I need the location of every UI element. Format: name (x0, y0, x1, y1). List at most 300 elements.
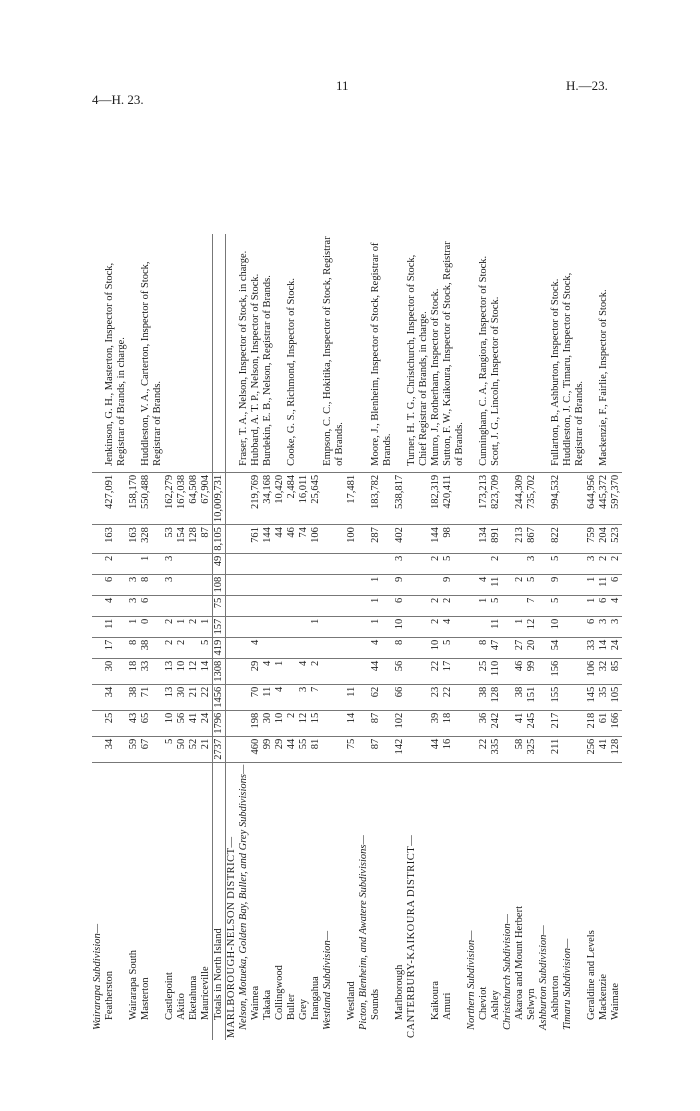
table-row (466, 234, 478, 1040)
count-cell (128, 553, 140, 574)
count-cell (92, 616, 104, 637)
officer-cell: Burdekin, E. B., Nelson, Registrar of Brands. (262, 234, 274, 473)
count-cell (298, 553, 310, 574)
count-cell (238, 658, 250, 684)
count-cell: 10 (274, 710, 286, 736)
count-cell (286, 684, 298, 710)
count-cell: 11 (490, 574, 502, 595)
count-cell: 5 (526, 574, 538, 595)
count-cell: 75 (213, 595, 226, 616)
count-cell: 256 (586, 736, 598, 762)
count-cell: 12 (298, 710, 310, 736)
count-cell (358, 574, 370, 595)
count-cell: 10 (176, 658, 188, 684)
count-cell: 1 (514, 616, 526, 637)
row-label: Grey (298, 999, 309, 1020)
count-cell (562, 595, 586, 616)
count-cell: 3 (598, 616, 610, 637)
sheep-total-cell: 823,709 (490, 472, 502, 524)
count-cell (274, 616, 286, 637)
count-cell: 25 (478, 658, 490, 684)
sheep-total-cell (226, 472, 239, 524)
count-cell (322, 595, 346, 616)
count-cell: 867 (526, 525, 538, 554)
count-cell: 1 (370, 574, 394, 595)
count-cell (310, 574, 322, 595)
sheep-total-cell: 182,319 (430, 472, 442, 524)
count-cell (226, 574, 239, 595)
count-cell (238, 710, 250, 736)
row-label: Akaroa and Mount Herbert (514, 905, 525, 1020)
count-cell (562, 553, 586, 574)
count-cell: 1 (370, 616, 394, 637)
count-cell: 18 (442, 710, 466, 736)
count-cell (310, 637, 322, 658)
row-label: Ashley (490, 990, 501, 1020)
count-cell (406, 710, 430, 736)
count-cell (226, 684, 239, 710)
count-cell: 134 (478, 525, 490, 554)
count-cell: 242 (490, 710, 502, 736)
count-cell (188, 574, 200, 595)
count-cell: 1 (310, 616, 322, 637)
count-cell (466, 710, 478, 736)
row-label: Featherston (104, 971, 115, 1020)
table-row (238, 234, 250, 1040)
count-cell: 44 (274, 525, 286, 554)
count-cell: 32 (598, 658, 610, 684)
count-cell: 56 (394, 658, 406, 684)
count-cell: 6 (586, 616, 598, 637)
officer-cell (514, 234, 526, 473)
count-cell: 27 (514, 637, 526, 658)
count-cell (226, 595, 239, 616)
count-cell (502, 637, 514, 658)
row-label: Sounds (370, 989, 381, 1020)
count-cell: 106 (310, 525, 322, 554)
count-cell (322, 658, 346, 684)
officer-cell: Hubbard, A. T. P., Nelson, Inspector of Stock. (250, 234, 262, 473)
count-cell (466, 637, 478, 658)
count-cell: 34 (104, 736, 128, 762)
count-cell: 16 (442, 736, 466, 762)
count-cell: 2 (430, 616, 442, 637)
count-cell: 22 (200, 684, 213, 710)
count-cell: 213 (514, 525, 526, 554)
row-label: Northern Subdivision— (466, 930, 477, 1030)
count-cell: 98 (442, 525, 466, 554)
count-cell: 18 (128, 658, 140, 684)
count-cell: 460 (250, 736, 262, 762)
count-cell: 46 (286, 525, 298, 554)
sheep-total-cell: 420,411 (442, 472, 466, 524)
count-cell (538, 658, 550, 684)
count-cell: 1 (200, 616, 213, 637)
officer-cell (466, 234, 478, 473)
count-cell: 6 (610, 574, 622, 595)
table-row (610, 234, 622, 1040)
officer-cell: Cunningham, C. A., Rangiora, Inspector of Stock. (478, 234, 490, 473)
count-cell: 166 (610, 710, 622, 736)
sheep-total-cell (92, 472, 104, 524)
count-cell (358, 616, 370, 637)
count-cell: 11 (104, 616, 128, 637)
table-row (164, 234, 176, 1040)
count-cell (262, 553, 274, 574)
sheep-total-cell (358, 472, 370, 524)
count-cell: 128 (188, 525, 200, 554)
count-cell (200, 574, 213, 595)
count-cell: 108 (213, 574, 226, 595)
table-row (598, 234, 610, 1040)
count-cell (478, 553, 490, 574)
count-cell (226, 710, 239, 736)
count-cell: 66 (394, 684, 406, 710)
count-cell: 41 (598, 736, 610, 762)
table-row (176, 234, 188, 1040)
count-cell: 4 (104, 595, 128, 616)
count-cell: 54 (550, 637, 562, 658)
count-cell: 5 (200, 637, 213, 658)
row-label: Christchurch Subdivision— (502, 914, 513, 1030)
count-cell: 87 (370, 736, 394, 762)
officer-cell: Cooke, G. S., Richmond, Inspector of Stock. (286, 234, 298, 473)
page-reference: H.—23. (566, 78, 608, 93)
count-cell: 1 (370, 595, 394, 616)
count-cell (466, 736, 478, 762)
count-cell: 891 (490, 525, 502, 554)
count-cell: 198 (250, 710, 262, 736)
count-cell (346, 637, 358, 658)
row-label: Eketahuna (188, 975, 199, 1020)
count-cell (286, 595, 298, 616)
count-cell (502, 553, 514, 574)
count-cell: 145 (586, 684, 598, 710)
count-cell (274, 637, 286, 658)
count-cell: 8 (128, 637, 140, 658)
count-cell: 151 (526, 684, 538, 710)
count-cell: 22 (430, 658, 442, 684)
count-cell (92, 574, 104, 595)
count-cell (562, 525, 586, 554)
count-cell (538, 553, 550, 574)
count-cell: 10 (550, 616, 562, 637)
count-cell: 3 (128, 595, 140, 616)
count-cell (562, 736, 586, 762)
count-cell: 106 (586, 658, 598, 684)
count-cell: 1 (586, 595, 598, 616)
sheep-total-cell: 550,488 (140, 472, 164, 524)
count-cell (538, 616, 550, 637)
count-cell: 4 (442, 616, 466, 637)
count-cell (466, 684, 478, 710)
count-cell (538, 736, 550, 762)
count-cell: 142 (394, 736, 406, 762)
count-cell: 29 (250, 658, 262, 684)
table-row (322, 234, 346, 1040)
count-cell: 39 (430, 710, 442, 736)
count-cell: 15 (310, 710, 322, 736)
count-cell: 22 (442, 684, 466, 710)
table-row (188, 234, 200, 1040)
count-cell: 157 (213, 616, 226, 637)
count-cell: 44 (286, 736, 298, 762)
count-cell: 218 (586, 710, 598, 736)
count-cell: 144 (430, 525, 442, 554)
row-label: Selwyn (526, 988, 537, 1020)
count-cell (406, 574, 430, 595)
sheep-total-cell: 10,420 (274, 472, 286, 524)
officer-cell (310, 234, 322, 473)
count-cell: 3 (586, 553, 598, 574)
row-label: Wairarapa South (128, 949, 139, 1020)
count-cell: 1 (128, 616, 140, 637)
table-row (550, 234, 562, 1040)
count-cell: 3 (128, 574, 140, 595)
count-cell: 2 (442, 595, 466, 616)
count-cell: 204 (598, 525, 610, 554)
count-cell (358, 525, 370, 554)
count-cell: 35 (598, 684, 610, 710)
count-cell (92, 658, 104, 684)
count-cell (358, 684, 370, 710)
count-cell (226, 553, 239, 574)
count-cell (92, 710, 104, 736)
officer-cell (502, 234, 514, 473)
count-cell (286, 553, 298, 574)
count-cell (226, 525, 239, 554)
sheep-total-cell: 427,091 (104, 472, 128, 524)
table-row (200, 234, 213, 1040)
count-cell: 9 (550, 574, 562, 595)
count-cell (322, 574, 346, 595)
row-label: Buller (286, 993, 297, 1020)
count-cell (298, 574, 310, 595)
table-row (394, 234, 406, 1040)
count-cell (406, 637, 430, 658)
count-cell: 2 (164, 637, 176, 658)
table-row (430, 234, 442, 1040)
count-cell (322, 684, 346, 710)
count-cell (406, 616, 430, 637)
sheep-total-cell: 538,817 (394, 472, 406, 524)
count-cell (538, 684, 550, 710)
count-cell (322, 525, 346, 554)
count-cell: 8,105 (213, 525, 226, 554)
count-cell (238, 616, 250, 637)
row-label: CANTERBURY-KAIKOURA DISTRICT— (406, 834, 417, 1038)
row-label: Takaka (262, 989, 273, 1020)
count-cell (298, 637, 310, 658)
row-label: Geraldine and Levels (586, 930, 597, 1020)
sheep-total-cell: 67,904 (200, 472, 213, 524)
count-cell (466, 525, 478, 554)
count-cell: 822 (550, 525, 562, 554)
sheep-total-cell (562, 472, 586, 524)
count-cell (562, 637, 586, 658)
count-cell: 5 (164, 736, 176, 762)
count-cell: 2 (490, 553, 502, 574)
count-cell: 3 (298, 684, 310, 710)
count-cell: 3 (164, 553, 176, 574)
page-number: 11 (336, 78, 349, 93)
count-cell: 4 (610, 595, 622, 616)
count-cell (200, 595, 213, 616)
count-cell (226, 658, 239, 684)
count-cell (406, 658, 430, 684)
count-cell: 14 (200, 658, 213, 684)
count-cell: 1 (586, 574, 598, 595)
count-cell: 4 (274, 684, 286, 710)
count-cell: 217 (550, 710, 562, 736)
count-cell (430, 574, 442, 595)
count-cell: 1456 (213, 684, 226, 710)
count-cell: 419 (213, 637, 226, 658)
count-cell: 1 (478, 595, 490, 616)
sheep-total-cell: 244,309 (514, 472, 526, 524)
count-cell: 1 (274, 658, 286, 684)
count-cell: 5 (490, 595, 502, 616)
count-cell (226, 637, 239, 658)
count-cell (164, 595, 176, 616)
table-row (562, 234, 586, 1040)
count-cell: 155 (550, 684, 562, 710)
count-cell: 11 (598, 574, 610, 595)
count-cell (502, 684, 514, 710)
table-row (226, 234, 239, 1040)
count-cell: 99 (262, 736, 274, 762)
count-cell: 105 (610, 684, 622, 710)
sheep-total-cell (538, 472, 550, 524)
count-cell: 1 (140, 553, 164, 574)
count-cell: 156 (550, 658, 562, 684)
count-cell: 4 (370, 637, 394, 658)
count-cell: 85 (610, 658, 622, 684)
table-body (92, 234, 622, 1040)
table-row (514, 234, 526, 1040)
count-cell (514, 553, 526, 574)
officer-cell (226, 234, 239, 473)
count-cell (250, 574, 262, 595)
count-cell (322, 616, 346, 637)
count-cell: 22 (478, 736, 490, 762)
row-label: Westland (346, 981, 357, 1020)
count-cell (466, 658, 478, 684)
officer-cell: Munro, J., Rotherham, Inspector of Stock. (430, 234, 442, 473)
table-row (104, 234, 128, 1040)
count-cell (298, 616, 310, 637)
count-cell (322, 710, 346, 736)
count-cell: 11 (490, 616, 502, 637)
count-cell: 87 (200, 525, 213, 554)
officer-cell: Huddleston, V. A., Carterton, Inspector of Stock, Registrar of Brands. (140, 234, 164, 473)
count-cell (322, 637, 346, 658)
count-cell: 8 (140, 574, 164, 595)
count-cell: 25 (104, 710, 128, 736)
table-row (490, 234, 502, 1040)
count-cell: 2 (514, 574, 526, 595)
count-cell: 7 (526, 595, 538, 616)
count-cell: 2 (598, 553, 610, 574)
row-label: Marlborough (394, 964, 405, 1020)
count-cell: 4 (298, 658, 310, 684)
count-cell (176, 595, 188, 616)
count-cell: 52 (188, 736, 200, 762)
row-label: Inangahua (310, 976, 321, 1020)
count-cell: 41 (188, 710, 200, 736)
count-cell (92, 637, 104, 658)
count-cell: 17 (442, 658, 466, 684)
count-cell (502, 616, 514, 637)
count-cell: 87 (370, 710, 394, 736)
count-cell: 110 (490, 658, 502, 684)
sheep-total-cell: 597,370 (610, 472, 622, 524)
count-cell: 163 (128, 525, 140, 554)
table-row (262, 234, 274, 1040)
table-row (140, 234, 164, 1040)
count-cell (262, 595, 274, 616)
count-cell (502, 710, 514, 736)
count-cell: 9 (394, 574, 406, 595)
count-cell (262, 616, 274, 637)
count-cell: 761 (250, 525, 262, 554)
count-cell (286, 616, 298, 637)
row-label: Waimea (250, 985, 261, 1020)
count-cell (286, 574, 298, 595)
count-cell (406, 684, 430, 710)
count-cell: 759 (586, 525, 598, 554)
officer-cell (538, 234, 550, 473)
count-cell: 20 (526, 637, 538, 658)
count-cell (502, 736, 514, 762)
count-cell: 33 (140, 658, 164, 684)
count-cell: 2 (430, 595, 442, 616)
count-cell (250, 553, 262, 574)
table-row (274, 234, 286, 1040)
count-cell: 3 (610, 616, 622, 637)
row-label: Ashburton (550, 975, 561, 1020)
count-cell: 71 (140, 684, 164, 710)
table-row (286, 234, 298, 1040)
count-cell: 2 (430, 553, 442, 574)
sheep-total-cell: 158,170 (128, 472, 140, 524)
table-row (406, 234, 430, 1040)
count-cell (514, 595, 526, 616)
count-cell (502, 658, 514, 684)
sheep-total-cell (322, 472, 346, 524)
sheep-total-cell: 735,702 (526, 472, 538, 524)
count-cell: 1 (176, 616, 188, 637)
officer-cell (213, 234, 226, 473)
count-cell: 67 (140, 736, 164, 762)
count-cell: 58 (514, 736, 526, 762)
officer-cell: Empson, C. C., Hokitika, Inspector of Stock, Registrar of Brands. (322, 234, 346, 473)
officer-cell (92, 234, 104, 473)
count-cell: 100 (346, 525, 358, 554)
count-cell: 325 (526, 736, 538, 762)
count-cell: 10 (394, 616, 406, 637)
count-cell: 81 (310, 736, 322, 762)
count-cell (274, 595, 286, 616)
sheep-total-cell: 219,769 (250, 472, 262, 524)
row-label: Cheviot (478, 986, 489, 1020)
count-cell: 102 (394, 710, 406, 736)
count-cell: 30 (176, 684, 188, 710)
count-cell (322, 736, 346, 762)
count-cell: 59 (128, 736, 140, 762)
count-cell: 24 (610, 637, 622, 658)
officer-cell: Moore, J., Blenheim, Inspector of Stock, Registrar of Brands. (370, 234, 394, 473)
